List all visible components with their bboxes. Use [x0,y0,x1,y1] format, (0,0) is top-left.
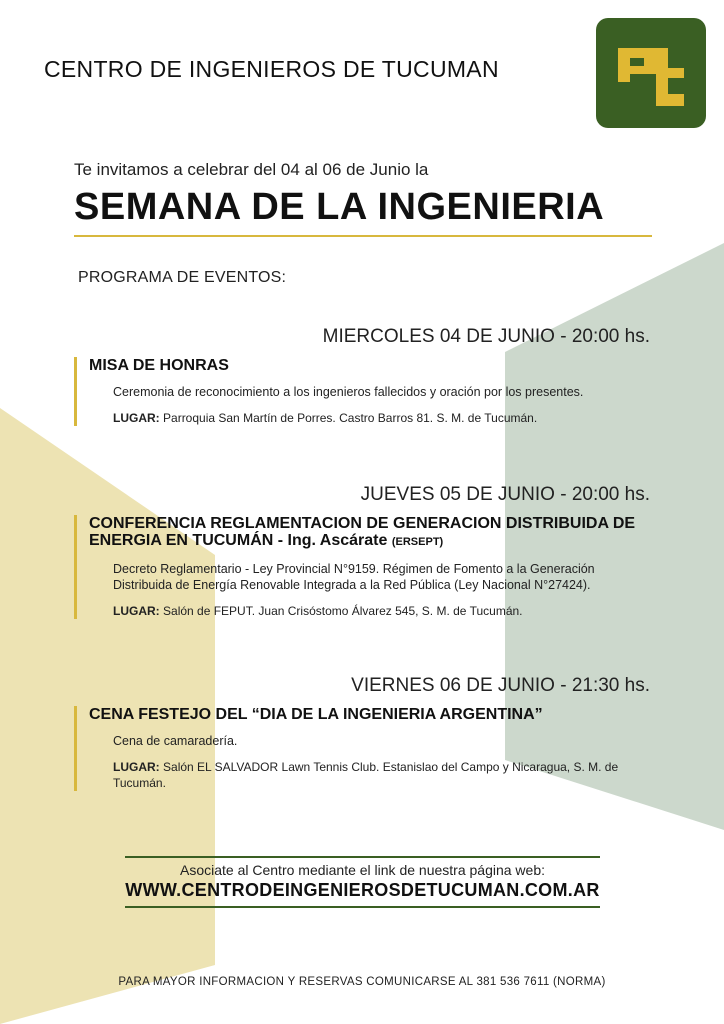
join-bottom-divider [125,906,600,908]
event-3-description: Cena de camaradería. [113,734,238,748]
event-1-description: Ceremonia de reconocimiento a los ingenieros fallecidos y oración por los presentes. [113,385,584,399]
event-3-place: LUGAR: Salón EL SALVADOR Lawn Tennis Club. Estanislao del Campo y Nicaragua, S. M. de Tucumán. [113,760,619,790]
event-1-title: MISA DE HONRAS [89,357,229,374]
event-3-day: VIERNES 06 DE JUNIO - 21:30 hs. [351,675,650,696]
event-2-place: LUGAR: Salón de FEPUT. Juan Crisóstomo Álvarez 545, S. M. de Tucumán. [113,604,523,618]
invitation-text: Te invitamos a celebrar del 04 al 06 de Junio la [74,160,429,179]
event-3-title: CENA FESTEJO DEL “DIA DE LA INGENIERIA ARGENTINA” [89,706,543,723]
event-headline: SEMANA DE LA INGENIERIA [74,186,605,228]
contact-footer: PARA MAYOR INFORMACION Y RESERVAS COMUNICARSE AL 381 536 7611 (NORMA) [118,976,606,988]
event-1-place: LUGAR: Parroquia San Martín de Porres. Castro Barros 81. S. M. de Tucumán. [113,411,538,425]
cit-logo-icon [596,18,706,128]
event-1 [74,357,652,426]
event-2-day: JUEVES 05 DE JUNIO - 20:00 hs. [360,484,650,505]
website-link[interactable]: WWW.CENTRODEINGENIEROSDETUCUMAN.COM.AR [125,880,600,900]
program-label: PROGRAMA DE EVENTOS: [78,269,287,286]
join-top-divider [125,856,600,858]
event-2-description: Decreto Reglamentario - Ley Provincial N°9159. Régimen de Fomento a la Generación Distribuida de Energía Renovable Integrada a la Red Pública (Ley Nacional N°27424). [113,562,595,592]
event-1-day: MIERCOLES 04 DE JUNIO - 20:00 hs. [322,326,650,347]
headline-divider [74,235,652,237]
event-2 [74,515,652,619]
event-2-title: CONFERENCIA REGLAMENTACION DE GENERACION DISTRIBUIDA DE ENERGIA EN TUCUMÁN - Ing. Ascárate (ERSEPT) [89,515,636,549]
event-2-title-suffix: (ERSEPT) [391,536,444,548]
join-text: Asociate al Centro mediante el link de nuestra página web: [180,862,545,878]
organization-name: CENTRO DE INGENIEROS DE TUCUMAN [44,56,499,82]
event-3 [74,706,652,791]
